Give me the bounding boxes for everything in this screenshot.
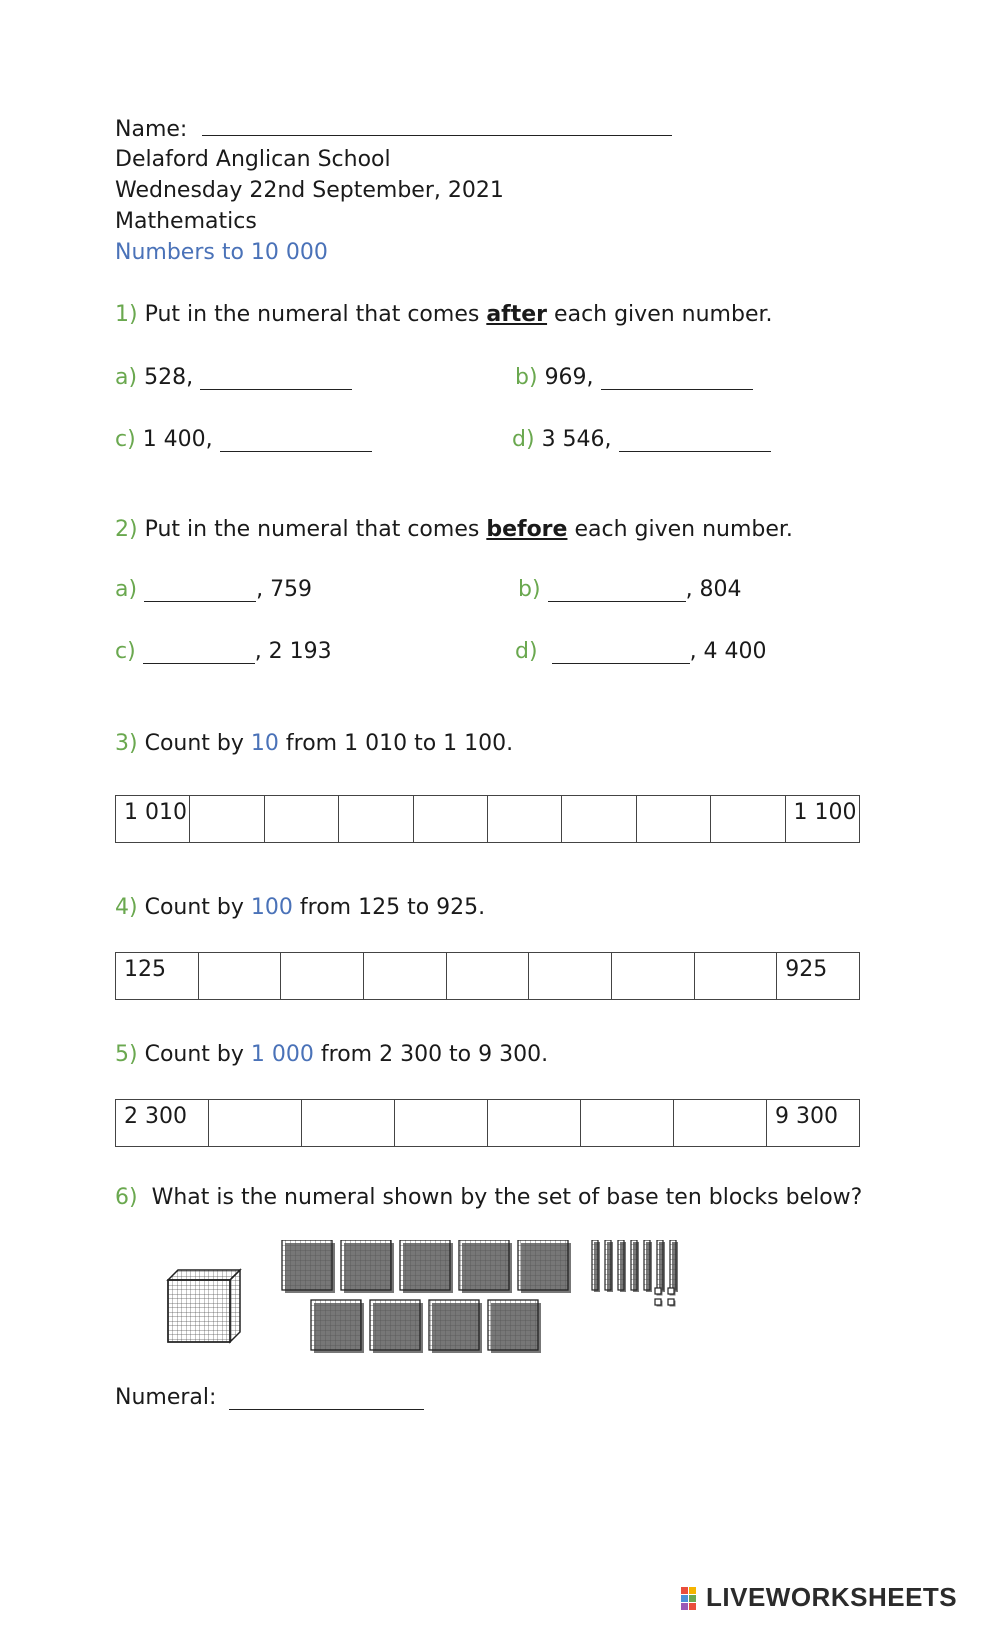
q4-end-cell: 925 bbox=[777, 953, 860, 1000]
hundred-flat bbox=[370, 1300, 423, 1353]
q6-prompt: 6) What is the numeral shown by the set of base ten blocks below? bbox=[115, 1185, 863, 1210]
q2-item-c: c) , 2 193 bbox=[115, 639, 332, 664]
logo-icon bbox=[680, 1585, 706, 1611]
unit-cube bbox=[655, 1288, 663, 1296]
q3-blank-6[interactable] bbox=[570, 797, 635, 827]
unit-cube bbox=[668, 1299, 676, 1307]
q2-answer-c[interactable] bbox=[143, 639, 255, 664]
ten-rod bbox=[605, 1240, 613, 1292]
q3-blank-1[interactable] bbox=[198, 797, 263, 827]
ten-rods bbox=[592, 1240, 678, 1292]
unit-cube bbox=[655, 1299, 663, 1307]
school-name: Delaford Anglican School bbox=[115, 147, 391, 172]
subject: Mathematics bbox=[115, 209, 257, 234]
q4-blank-2[interactable] bbox=[289, 954, 363, 984]
q1-prompt: 1) Put in the numeral that comes after each given number. bbox=[115, 302, 773, 327]
q3-blank-7[interactable] bbox=[645, 797, 710, 827]
hundred-flat bbox=[429, 1300, 482, 1353]
q2-answer-a[interactable] bbox=[144, 577, 256, 602]
q4-count-table bbox=[115, 952, 860, 1000]
ten-rod bbox=[670, 1240, 678, 1292]
name-blank[interactable] bbox=[202, 113, 672, 136]
ten-rod bbox=[592, 1240, 600, 1292]
topic-title: Numbers to 10 000 bbox=[115, 240, 328, 265]
liveworksheets-logo bbox=[680, 1582, 957, 1613]
q1-answer-d[interactable] bbox=[619, 427, 771, 452]
q1-answer-c[interactable] bbox=[220, 427, 372, 452]
q3-blank-3[interactable] bbox=[347, 797, 412, 827]
hundred-flat bbox=[488, 1300, 541, 1353]
hundred-flat bbox=[282, 1240, 335, 1293]
q2-answer-b[interactable] bbox=[548, 577, 686, 602]
q1-answer-b[interactable] bbox=[601, 365, 753, 390]
q4-blank-3[interactable] bbox=[372, 954, 446, 984]
q5-blank-5[interactable] bbox=[589, 1101, 673, 1131]
q4-start-cell: 125 bbox=[116, 953, 199, 1000]
q1-answer-a[interactable] bbox=[200, 365, 352, 390]
q5-start-cell: 2 300 bbox=[116, 1100, 209, 1147]
q1-item-b: b) 969, bbox=[515, 362, 753, 394]
numeral-label: Numeral: bbox=[115, 1385, 217, 1410]
base-ten-blocks bbox=[150, 1240, 750, 1390]
q5-count-table bbox=[115, 1099, 860, 1147]
q5-prompt: 5) Count by 1 000 from 2 300 to 9 300. bbox=[115, 1042, 549, 1067]
q2-answer-d[interactable] bbox=[552, 639, 690, 664]
ten-rod bbox=[657, 1240, 665, 1292]
numeral-answer-input[interactable] bbox=[229, 1385, 424, 1410]
q4-blank-5[interactable] bbox=[537, 954, 611, 984]
name-row bbox=[115, 113, 672, 146]
q3-blank-8[interactable] bbox=[719, 797, 784, 827]
q5-end-cell: 9 300 bbox=[767, 1100, 860, 1147]
q2-item-b: b) , 804 bbox=[518, 577, 742, 602]
q4-blank-7[interactable] bbox=[703, 954, 777, 984]
unit-cubes bbox=[655, 1288, 676, 1307]
q3-blank-5[interactable] bbox=[496, 797, 561, 827]
hundred-flat bbox=[459, 1240, 512, 1293]
q3-blank-4[interactable] bbox=[422, 797, 487, 827]
q5-blank-3[interactable] bbox=[403, 1101, 487, 1131]
q5-blank-4[interactable] bbox=[496, 1101, 580, 1131]
q2-prompt: 2) Put in the numeral that comes before each given number. bbox=[115, 517, 793, 542]
q3-blank-2[interactable] bbox=[273, 797, 338, 827]
q4-prompt: 4) Count by 100 from 125 to 925. bbox=[115, 895, 486, 920]
q2-item-d: d) , 4 400 bbox=[515, 639, 767, 664]
q4-blank-6[interactable] bbox=[620, 954, 694, 984]
q3-count-table bbox=[115, 795, 860, 843]
q1-item-d: d) 3 546, bbox=[512, 424, 771, 456]
numeral-answer-row bbox=[115, 1382, 424, 1414]
ten-rod bbox=[644, 1240, 652, 1292]
unit-cube bbox=[668, 1288, 676, 1296]
q3-prompt: 3) Count by 10 from 1 010 to 1 100. bbox=[115, 731, 514, 756]
q3-end-cell: 1 100 bbox=[785, 796, 859, 843]
date: Wednesday 22nd September, 2021 bbox=[115, 178, 504, 203]
q1-item-a: a) 528, bbox=[115, 362, 352, 394]
brand-text: LIVEWORKSHEETS bbox=[706, 1582, 958, 1612]
hundred-flat bbox=[518, 1240, 571, 1293]
thousand-cube bbox=[168, 1270, 240, 1342]
q1-item-c: c) 1 400, bbox=[115, 424, 372, 456]
ten-rod bbox=[631, 1240, 639, 1292]
q2-item-a: a) , 759 bbox=[115, 577, 313, 602]
q5-blank-1[interactable] bbox=[217, 1101, 301, 1131]
hundred-flats bbox=[282, 1240, 571, 1353]
q5-blank-2[interactable] bbox=[310, 1101, 394, 1131]
hundred-flat bbox=[400, 1240, 453, 1293]
q4-blank-1[interactable] bbox=[207, 954, 281, 984]
q4-blank-4[interactable] bbox=[455, 954, 529, 984]
hundred-flat bbox=[311, 1300, 364, 1353]
q3-start-cell: 1 010 bbox=[116, 796, 190, 843]
q5-blank-6[interactable] bbox=[682, 1101, 766, 1131]
ten-rod bbox=[618, 1240, 626, 1292]
name-label: Name: bbox=[115, 117, 188, 142]
hundred-flat bbox=[341, 1240, 394, 1293]
